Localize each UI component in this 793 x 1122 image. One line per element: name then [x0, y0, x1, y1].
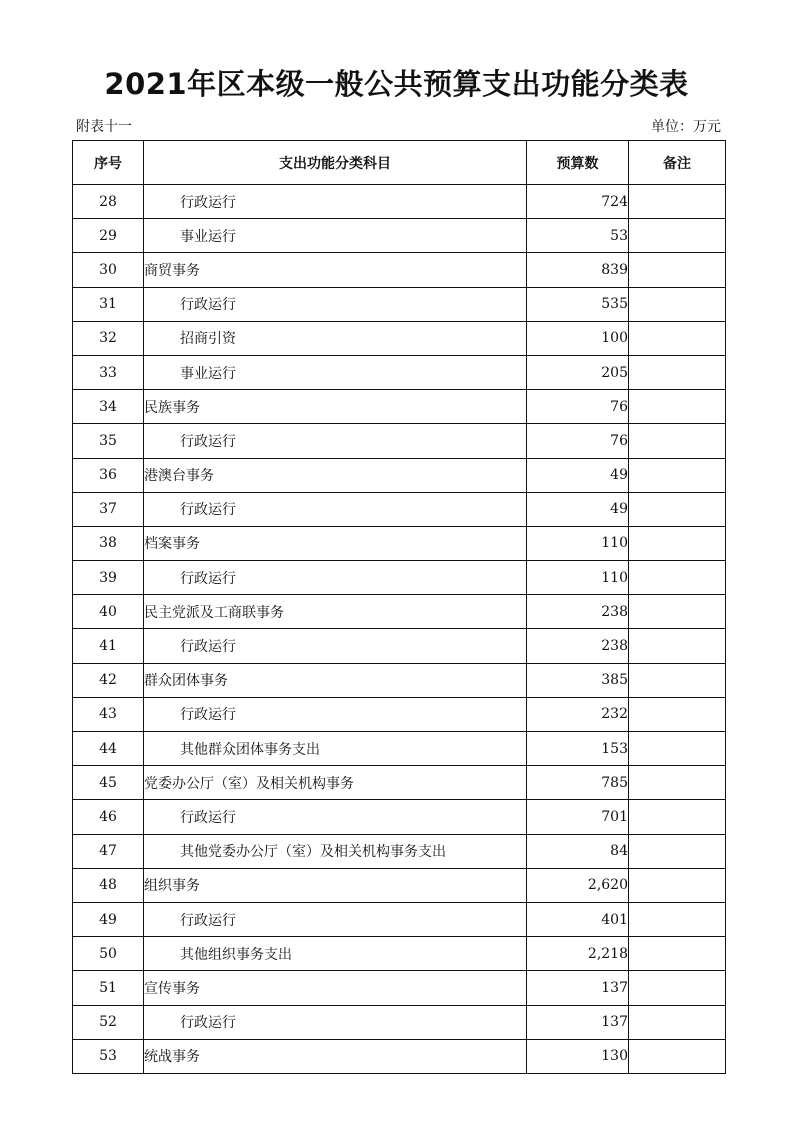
- table-row: [73, 868, 726, 902]
- header-remark: 备注: [629, 141, 726, 185]
- row-amount: 153: [527, 732, 629, 766]
- row-amount: 785: [527, 766, 629, 800]
- row-number: 34: [73, 390, 144, 424]
- page-title: 2021年区本级一般公共预算支出功能分类表: [104, 67, 689, 101]
- row-amount: 238: [527, 629, 629, 663]
- table-row: [73, 902, 726, 936]
- row-amount: 53: [527, 219, 629, 253]
- row-remark: [629, 390, 726, 424]
- row-remark: [629, 219, 726, 253]
- row-remark: [629, 287, 726, 321]
- row-number: 29: [73, 219, 144, 253]
- row-amount: 137: [527, 1005, 629, 1039]
- row-remark: [629, 800, 726, 834]
- row-number: 48: [73, 868, 144, 902]
- row-remark: [629, 732, 726, 766]
- annex-label: 附表十一: [76, 119, 132, 135]
- row-number: 47: [73, 834, 144, 868]
- row-number: 32: [73, 321, 144, 355]
- row-amount: 110: [527, 561, 629, 595]
- row-item-name: 群众团体事务: [144, 663, 527, 697]
- table-row: [73, 219, 726, 253]
- row-remark: [629, 834, 726, 868]
- table-row: [73, 287, 726, 321]
- row-remark: [629, 526, 726, 560]
- row-number: 40: [73, 595, 144, 629]
- row-amount: 137: [527, 971, 629, 1005]
- row-amount: 84: [527, 834, 629, 868]
- table-row: [73, 971, 726, 1005]
- row-number: 37: [73, 492, 144, 526]
- table-row: [73, 1005, 726, 1039]
- row-number: 36: [73, 458, 144, 492]
- row-amount: 2,620: [527, 868, 629, 902]
- row-amount: 401: [527, 902, 629, 936]
- row-remark: [629, 424, 726, 458]
- row-item-name: 宣传事务: [144, 971, 527, 1005]
- row-amount: 385: [527, 663, 629, 697]
- table-header-row: [73, 141, 726, 185]
- row-number: 46: [73, 800, 144, 834]
- row-number: 31: [73, 287, 144, 321]
- table-body: [73, 185, 726, 1074]
- row-number: 52: [73, 1005, 144, 1039]
- row-number: 49: [73, 902, 144, 936]
- row-remark: [629, 355, 726, 389]
- table-row: [73, 595, 726, 629]
- row-number: 44: [73, 732, 144, 766]
- row-number: 41: [73, 629, 144, 663]
- row-remark: [629, 902, 726, 936]
- row-amount: 49: [527, 458, 629, 492]
- row-amount: 724: [527, 185, 629, 219]
- row-item-name: 行政运行: [144, 697, 527, 731]
- table-row: [73, 253, 726, 287]
- row-amount: 232: [527, 697, 629, 731]
- table-row: [73, 321, 726, 355]
- row-item-name: 港澳台事务: [144, 458, 527, 492]
- table-row: [73, 732, 726, 766]
- table-row: [73, 561, 726, 595]
- table-row: [73, 1039, 726, 1073]
- row-item-name: 行政运行: [144, 902, 527, 936]
- row-amount: 535: [527, 287, 629, 321]
- row-number: 35: [73, 424, 144, 458]
- row-item-name: 其他党委办公厅（室）及相关机构事务支出: [144, 834, 527, 868]
- row-amount: 76: [527, 390, 629, 424]
- row-amount: 238: [527, 595, 629, 629]
- row-number: 30: [73, 253, 144, 287]
- row-item-name: 民族事务: [144, 390, 527, 424]
- table-row: [73, 424, 726, 458]
- header-no: 序号: [73, 141, 144, 185]
- row-item-name: 行政运行: [144, 492, 527, 526]
- row-item-name: 组织事务: [144, 868, 527, 902]
- row-amount: 100: [527, 321, 629, 355]
- row-item-name: 行政运行: [144, 287, 527, 321]
- row-item-name: 商贸事务: [144, 253, 527, 287]
- row-item-name: 行政运行: [144, 185, 527, 219]
- row-item-name: 行政运行: [144, 561, 527, 595]
- row-item-name: 其他组织事务支出: [144, 937, 527, 971]
- row-remark: [629, 595, 726, 629]
- table-row: [73, 355, 726, 389]
- row-item-name: 事业运行: [144, 219, 527, 253]
- table-row: [73, 663, 726, 697]
- row-item-name: 行政运行: [144, 629, 527, 663]
- row-remark: [629, 492, 726, 526]
- row-remark: [629, 629, 726, 663]
- row-item-name: 党委办公厅（室）及相关机构事务: [144, 766, 527, 800]
- row-remark: [629, 253, 726, 287]
- table-row: [73, 800, 726, 834]
- row-remark: [629, 321, 726, 355]
- row-item-name: 行政运行: [144, 800, 527, 834]
- row-number: 45: [73, 766, 144, 800]
- row-remark: [629, 1005, 726, 1039]
- table-row: [73, 526, 726, 560]
- row-remark: [629, 766, 726, 800]
- table-row: [73, 697, 726, 731]
- row-remark: [629, 868, 726, 902]
- row-item-name: 招商引资: [144, 321, 527, 355]
- row-amount: 205: [527, 355, 629, 389]
- table-row: [73, 390, 726, 424]
- row-remark: [629, 561, 726, 595]
- row-number: 33: [73, 355, 144, 389]
- budget-table: [72, 140, 726, 1074]
- row-remark: [629, 458, 726, 492]
- row-amount: 839: [527, 253, 629, 287]
- row-number: 43: [73, 697, 144, 731]
- row-item-name: 统战事务: [144, 1039, 527, 1073]
- row-item-name: 行政运行: [144, 424, 527, 458]
- row-remark: [629, 937, 726, 971]
- row-remark: [629, 697, 726, 731]
- row-number: 42: [73, 663, 144, 697]
- table-row: [73, 629, 726, 663]
- unit-label: 单位：万元: [651, 119, 721, 135]
- row-item-name: 民主党派及工商联事务: [144, 595, 527, 629]
- row-item-name: 行政运行: [144, 1005, 527, 1039]
- table-row: [73, 834, 726, 868]
- table-row: [73, 458, 726, 492]
- row-amount: 130: [527, 1039, 629, 1073]
- table-row: [73, 766, 726, 800]
- row-remark: [629, 1039, 726, 1073]
- row-number: 39: [73, 561, 144, 595]
- header-name: 支出功能分类科目: [144, 141, 527, 185]
- row-number: 28: [73, 185, 144, 219]
- row-number: 38: [73, 526, 144, 560]
- table-row: [73, 492, 726, 526]
- row-amount: 76: [527, 424, 629, 458]
- table-row: [73, 937, 726, 971]
- row-amount: 49: [527, 492, 629, 526]
- row-amount: 701: [527, 800, 629, 834]
- header-amount: 预算数: [527, 141, 629, 185]
- table-row: [73, 185, 726, 219]
- row-item-name: 其他群众团体事务支出: [144, 732, 527, 766]
- row-remark: [629, 185, 726, 219]
- row-number: 51: [73, 971, 144, 1005]
- row-item-name: 事业运行: [144, 355, 527, 389]
- row-remark: [629, 971, 726, 1005]
- row-amount: 2,218: [527, 937, 629, 971]
- row-number: 53: [73, 1039, 144, 1073]
- row-item-name: 档案事务: [144, 526, 527, 560]
- row-remark: [629, 663, 726, 697]
- row-number: 50: [73, 937, 144, 971]
- row-amount: 110: [527, 526, 629, 560]
